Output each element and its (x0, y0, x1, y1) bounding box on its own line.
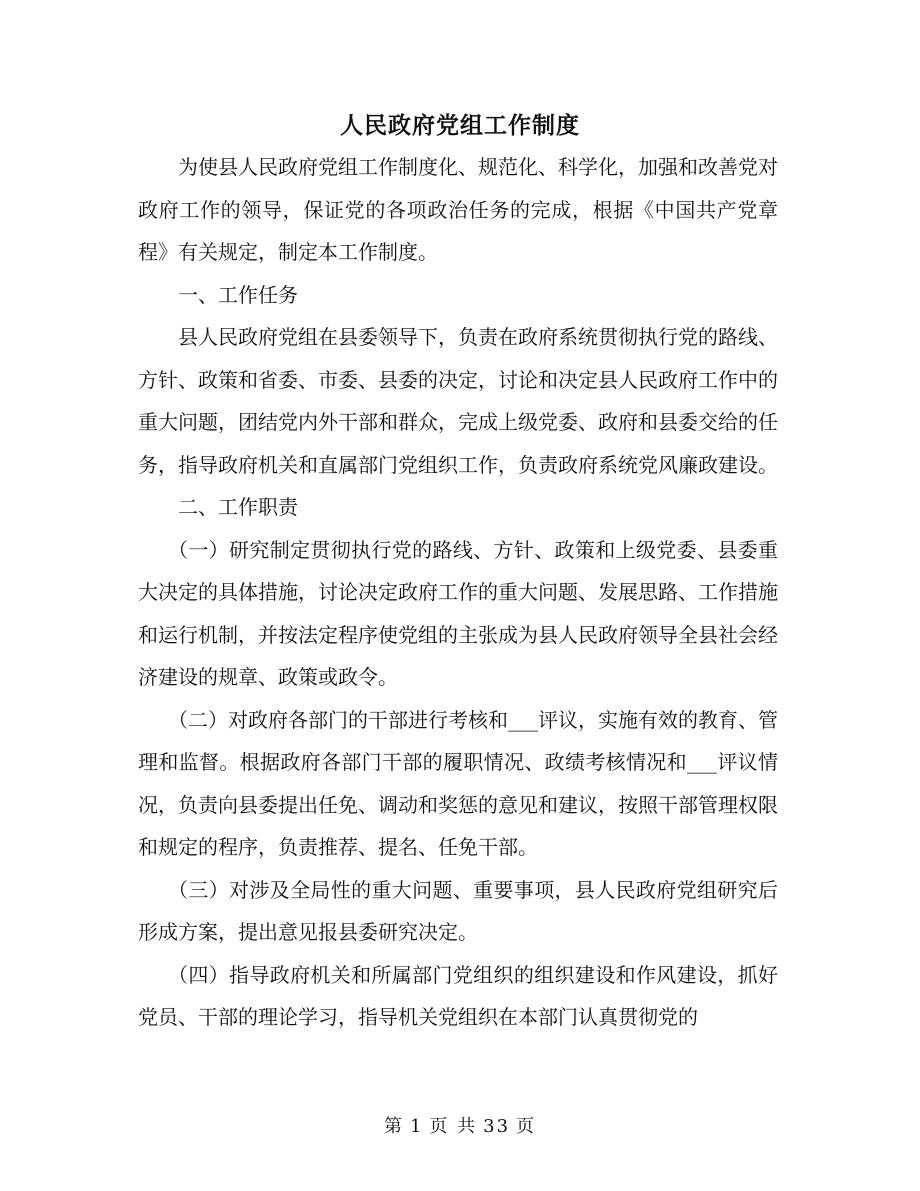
duty-item-4: （四）指导政府机关和所属部门党组织的组织建设和作风建设，抓好党员、干部的理论学习，指导机关党组织在本部门认真贯彻党的 (138, 962, 778, 1029)
footer-page-number: 1 (409, 1116, 424, 1137)
intro-paragraph: 为使县人民政府党组工作制度化、规范化、科学化，加强和改善党对政府工作的领导，保证党的各项政治任务的完成，根据《中国共产党章程》有关规定，制定本工作制度。 (138, 155, 778, 264)
document-title: 人民政府党组工作制度 (340, 112, 580, 139)
footer-prefix: 第 (383, 1116, 404, 1137)
footer-mid: 页 共 (429, 1116, 478, 1137)
document-body (138, 146, 778, 1039)
section-heading-duties: 二、工作职责 (178, 495, 298, 519)
duty-item-2: （二）对政府各部门的干部进行考核和___评议，实施有效的教育、管理和监督。根据政府各部门干部的履职情况、政绩考核情况和___评议情况，负责向县委提出任免、调动和奖惩的意见和建议，按照干部管理权限和规定的程序，负责推荐、提名、任免干部。 (138, 707, 778, 859)
section-heading-tasks: 一、工作任务 (178, 282, 298, 307)
tasks-paragraph: 县人民政府党组在县委领导下，负责在政府系统贯彻执行党的路线、方针、政策和省委、市委、县委的决定，讨论和决定县人民政府工作中的重大问题，团结党内外干部和群众，完成上级党委、政府和县委交给的任务，指导政府机关和直属部门党组织工作，负责政府系统党风廉政建设。 (138, 325, 778, 477)
footer-suffix: 页 (516, 1116, 537, 1137)
footer-total-pages: 33 (483, 1116, 511, 1137)
duty-item-1: （一）研究制定贯彻执行党的路线、方针、政策和上级党委、县委重大决定的具体措施，讨论决定政府工作的重大问题、发展思路、工作措施和运行机制，并按法定程序使党组的主张成为县人民政府领导全县社会经济建设的规章、政策或政令。 (138, 537, 778, 689)
page-footer (0, 1112, 920, 1138)
duty-item-3: （三）对涉及全局性的重大问题、重要事项，县人民政府党组研究后形成方案，提出意见报县委研究决定。 (138, 877, 778, 944)
